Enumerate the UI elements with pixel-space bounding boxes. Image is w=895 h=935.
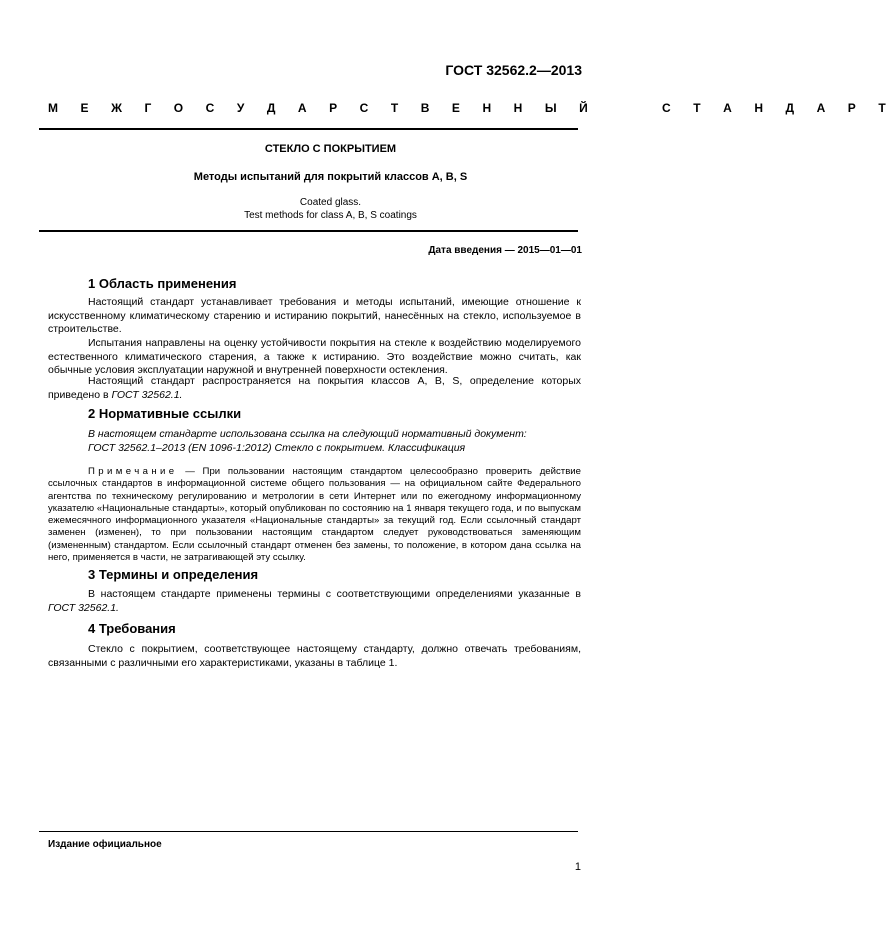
standard-number: ГОСТ 32562.2—2013 xyxy=(445,62,582,78)
section-4-paragraph-1-text: Стекло с покрытием, соответствующее настоящему стандарту, должно отвечать требованиям, связанными с различными его характеристиками, указаны в таблице 1. xyxy=(48,643,581,669)
edition-label: Издание официальное xyxy=(48,839,162,850)
title-rule xyxy=(39,230,578,232)
section-2-reference-item xyxy=(48,442,581,456)
header-rule xyxy=(39,128,578,130)
section-2-reference-item-text: ГОСТ 32562.1–2013 (EN 1096-1:2012) Стекло с покрытием. Классификация xyxy=(88,442,466,454)
section-2-heading: 2 Нормативные ссылки xyxy=(88,406,242,421)
english-title xyxy=(0,196,661,222)
section-1-paragraph-3-text: Настоящий стандарт распространяется на покрытия классов А, В, S, определение которых приведено в xyxy=(48,375,581,401)
section-1-paragraph-2-text: Испытания направлены на оценку устойчивости покрытия на стекле к воздействию моделируемого естественного климатического старения, а также к истиранию. Это воздействие можно считать, как обычные условия эксплуатации наружной и внутренней поверхности остекления. xyxy=(48,337,581,376)
section-1-heading: 1 Область применения xyxy=(88,276,237,291)
section-1-reference: ГОСТ 32562.1. xyxy=(111,388,183,401)
section-4-heading: 4 Требования xyxy=(88,621,176,636)
section-1-paragraph-2 xyxy=(48,337,581,378)
document-subtitle: Методы испытаний для покрытий классов А, В, S xyxy=(193,171,468,183)
section-3-reference: ГОСТ 32562.1. xyxy=(48,601,119,614)
english-title-line-1: Coated glass. xyxy=(299,197,362,208)
section-3-paragraph-1 xyxy=(48,588,581,615)
note-text: — При пользовании настоящим стандартом целесообразно проверить действие ссылочных стандартов в информационной системе общего пользования — на официальном сайте Федерального агентства по техническому регулированию и метрологии в сети Интернет или по ежегодному информационному указателю «Национальные стандарты», который опубликован по состоянию на 1 января текущего года, и по выпускам ежемесячного информационного указателя «Национальные стандарты» за текущий год. Если ссылочный стандарт заменен (изменен), то при пользовании настоящим стандартом следует руководствоваться заменяющим (измененным) стандартом. Если ссылочный стандарт отменен без замены, то положение, в котором дана ссылка на него, применяется в части, не затрагивающей эту ссылку. xyxy=(48,466,581,564)
section-2-reference-intro-text: В настоящем стандарте использована ссылка на следующий нормативный документ: xyxy=(88,428,527,440)
page-number: 1 xyxy=(574,861,581,873)
interstate-standard-label: М Е Ж Г О С У Д А Р С Т В Е Н Н Ы Й С Т А Н Д А Р Т xyxy=(48,101,895,115)
section-1-paragraph-1 xyxy=(48,296,581,337)
english-title-line-2: Test methods for class A, B, S coatings xyxy=(244,210,417,221)
section-4-paragraph-1 xyxy=(48,643,581,670)
section-3-heading: 3 Термины и определения xyxy=(88,567,259,582)
section-1-paragraph-1-text: Настоящий стандарт устанавливает требования и методы испытаний, имеющие отношение к искусственному климатическому старению и истиранию покрытий, нанесённых на стекло, используемое в строительстве. xyxy=(48,296,581,335)
section-1-paragraph-3 xyxy=(48,375,581,402)
footer-rule xyxy=(39,831,578,832)
section-2-note xyxy=(48,466,581,564)
note-label: Примечание xyxy=(88,466,178,477)
document-title: СТЕКЛО С ПОКРЫТИЕМ xyxy=(264,143,397,155)
intro-date: Дата введения — 2015—01—01 xyxy=(428,245,582,256)
section-3-paragraph-1-text: В настоящем стандарте применены термины с соответствующими определениями указанные в xyxy=(88,588,581,600)
section-2-reference-intro xyxy=(48,428,581,442)
